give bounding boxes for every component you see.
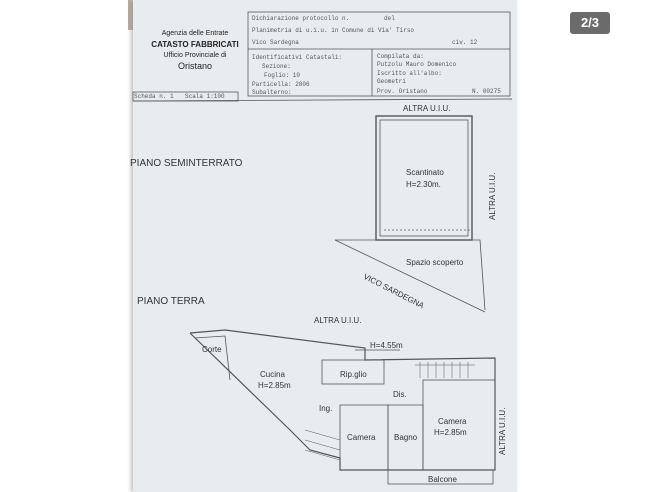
scantinato-height: H=2.30m. — [406, 180, 441, 189]
albo-value: Geometri — [377, 78, 406, 85]
camera-2-label: Camera — [438, 417, 467, 426]
altra-uiu-top: ALTRA U.I.U. — [403, 104, 451, 113]
altra-uiu-mid: ALTRA U.I.U. — [314, 316, 362, 325]
h-4-55-label: H=4.55m — [370, 341, 403, 350]
camera-2-height: H=2.85m — [434, 428, 467, 437]
prov-label: Prov. Oristano — [377, 88, 428, 95]
ufficio-label: Ufficio Provinciale di — [163, 52, 227, 59]
iscritto-label: Iscritto all'albo: — [377, 70, 442, 77]
piano-terra-title: PIANO TERRA — [137, 296, 205, 307]
particella-label: Particella: 2806 — [252, 81, 310, 88]
scantinato-label: Scantinato — [406, 168, 444, 177]
scantinato-room — [376, 116, 472, 240]
vico-sardegna-label: VICO SARDEGNA — [361, 272, 426, 311]
planimetria-label: Planimetria di u.i.u. in Comune di Via' Tirso — [252, 27, 415, 34]
altra-uiu-right-1: ALTRA U.I.U. — [488, 172, 497, 220]
numero-label: N. 00275 — [472, 88, 501, 95]
compilata-label: Compilata da: — [377, 53, 424, 60]
catasto-title: CATASTO FABBRICATI — [151, 40, 239, 49]
scantinato-inner — [380, 120, 468, 236]
agency-name: Agenzia delle Entrate — [161, 30, 229, 37]
city-label: Oristano — [177, 61, 212, 71]
page-indicator-badge: 2/3 — [570, 12, 610, 34]
corte-label: Corte — [202, 345, 222, 354]
spazio-scoperto-label: Spazio scoperto — [406, 258, 464, 267]
identificativi-label: Identificativi Catastali: — [252, 54, 343, 61]
bagno-label: Bagno — [394, 433, 418, 442]
del-label: del — [384, 15, 395, 22]
scala-label: Scala 1:100 — [185, 93, 225, 100]
disimpegno-label: Dis. — [393, 390, 407, 399]
ground-floor-outline — [190, 330, 495, 470]
ingresso-label: Ing. — [319, 404, 333, 413]
agency-block — [140, 28, 250, 72]
dichiarazione-label: Dichiarazione protocollo n. — [252, 15, 350, 22]
balcone-label: Balcone — [428, 475, 457, 484]
vico-label: Vico Sardegna — [252, 39, 299, 46]
scheda-label: Scheda n. 1 — [134, 93, 174, 100]
sezione-label: Sezione: — [262, 63, 291, 70]
compilatore-name: Putzolu Mauro Domenico — [377, 61, 457, 68]
camera-1-label: Camera — [347, 433, 376, 442]
subalterno-label: Subalterno: — [252, 89, 292, 96]
cucina-height: H=2.85m — [258, 381, 291, 390]
piano-seminterrato-title: PIANO SEMINTERRATO — [130, 158, 243, 169]
foglio-label: Foglio: 10 — [264, 72, 301, 79]
cucina-label: Cucina — [260, 370, 285, 379]
ripostiglio-label: Rip.glio — [340, 370, 367, 379]
altra-uiu-right-2: ALTRA U.I.U. — [498, 407, 507, 455]
civ-label: civ. 12 — [452, 39, 478, 46]
